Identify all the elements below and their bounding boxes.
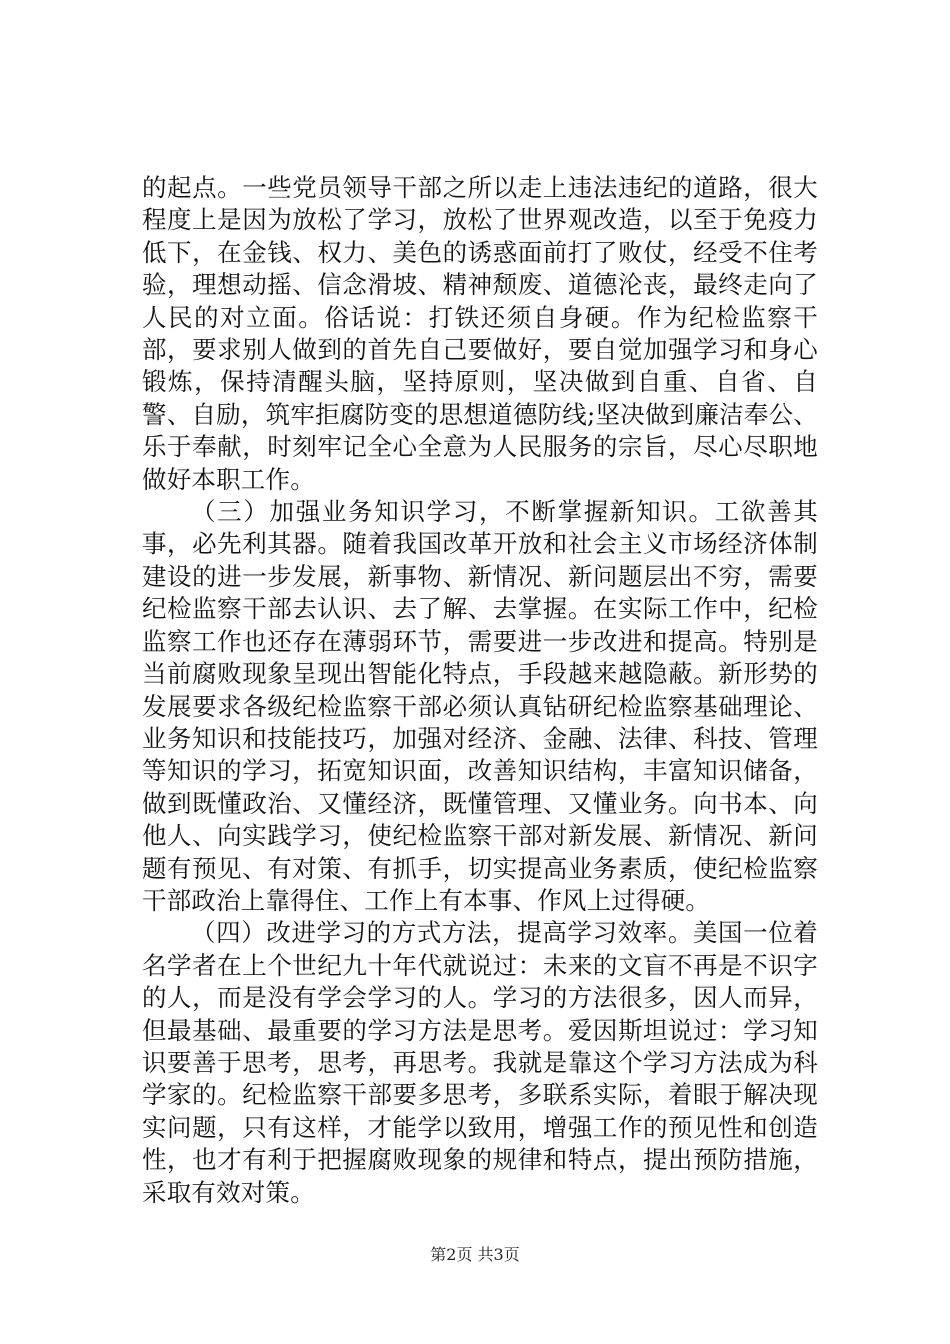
paragraph-section-three: （三）加强业务知识学习，不断掌握新知识。工欲善其事，必先利其器。随着我国改革开放和社会主义市场经济体制建设的进一步发展，新事物、新情况、新问题层出不穷，需要纪检监察干部去认识、去了解、去掌握。在实际工作中，纪检监察工作也还存在薄弱环节，需要进一步改进和提高。特别是当前腐败现象呈现出智能化特点，手段越来越隐蔽。新形势的发展要求各级纪检监察干部必须认真钻研纪检监察基础理论、业务知识和技能技巧，加强对经济、金融、法律、科技、管理等知识的学习，拓宽知识面，改善知识结构，丰富知识储备，做到既懂政治、又懂经济，既懂管理、又懂业务。向书本、向他人、向实践学习，使纪检监察干部对新发展、新情况、新问题有预见、有对策、有抓手，切实提高业务素质，使纪检监察干部政治上靠得住、工作上有本事、作风上过得硬。 bbox=[142, 497, 818, 915]
document-body bbox=[142, 172, 818, 1209]
page-footer: 第2页 共3页 bbox=[430, 1245, 520, 1264]
paragraph-section-four: （四）改进学习的方式方法，提高学习效率。美国一位着名学者在上个世纪九十年代就说过：未来的文盲不再是不识字的人，而是没有学会学习的人。学习的方法很多，因人而异，但最基础、最重要的学习方法是思考。爱因斯坦说过：学习知识要善于思考，思考，再思考。我就是靠这个学习方法成为科学家的。纪检监察干部要多思考，多联系实际，着眼于解决现实问题，只有这样，才能学以致用，增强工作的预见性和创造性，也才有利于把握腐败现象的规律和特点，提出预防措施，采取有效对策。 bbox=[142, 918, 818, 1207]
paragraph-continuation: 的起点。一些党员领导干部之所以走上违法违纪的道路，很大程度上是因为放松了学习，放松了世界观改造，以至于免疫力低下，在金钱、权力、美色的诱惑面前打了败仗，经受不住考验，理想动摇、信念滑坡、精神颓废、道德沦丧，最终走向了人民的对立面。俗话说：打铁还须自身硬。作为纪检监察干部，要求别人做到的首先自己要做好，要自觉加强学习和身心锻炼，保持清醒头脑，坚持原则，坚决做到自重、自省、自警、自励，筑牢拒腐防变的思想道德防线;坚决做到廉洁奉公、乐于奉献，时刻牢记全心全意为人民服务的宗旨，尽心尽职地做好本职工作。 bbox=[142, 173, 818, 494]
